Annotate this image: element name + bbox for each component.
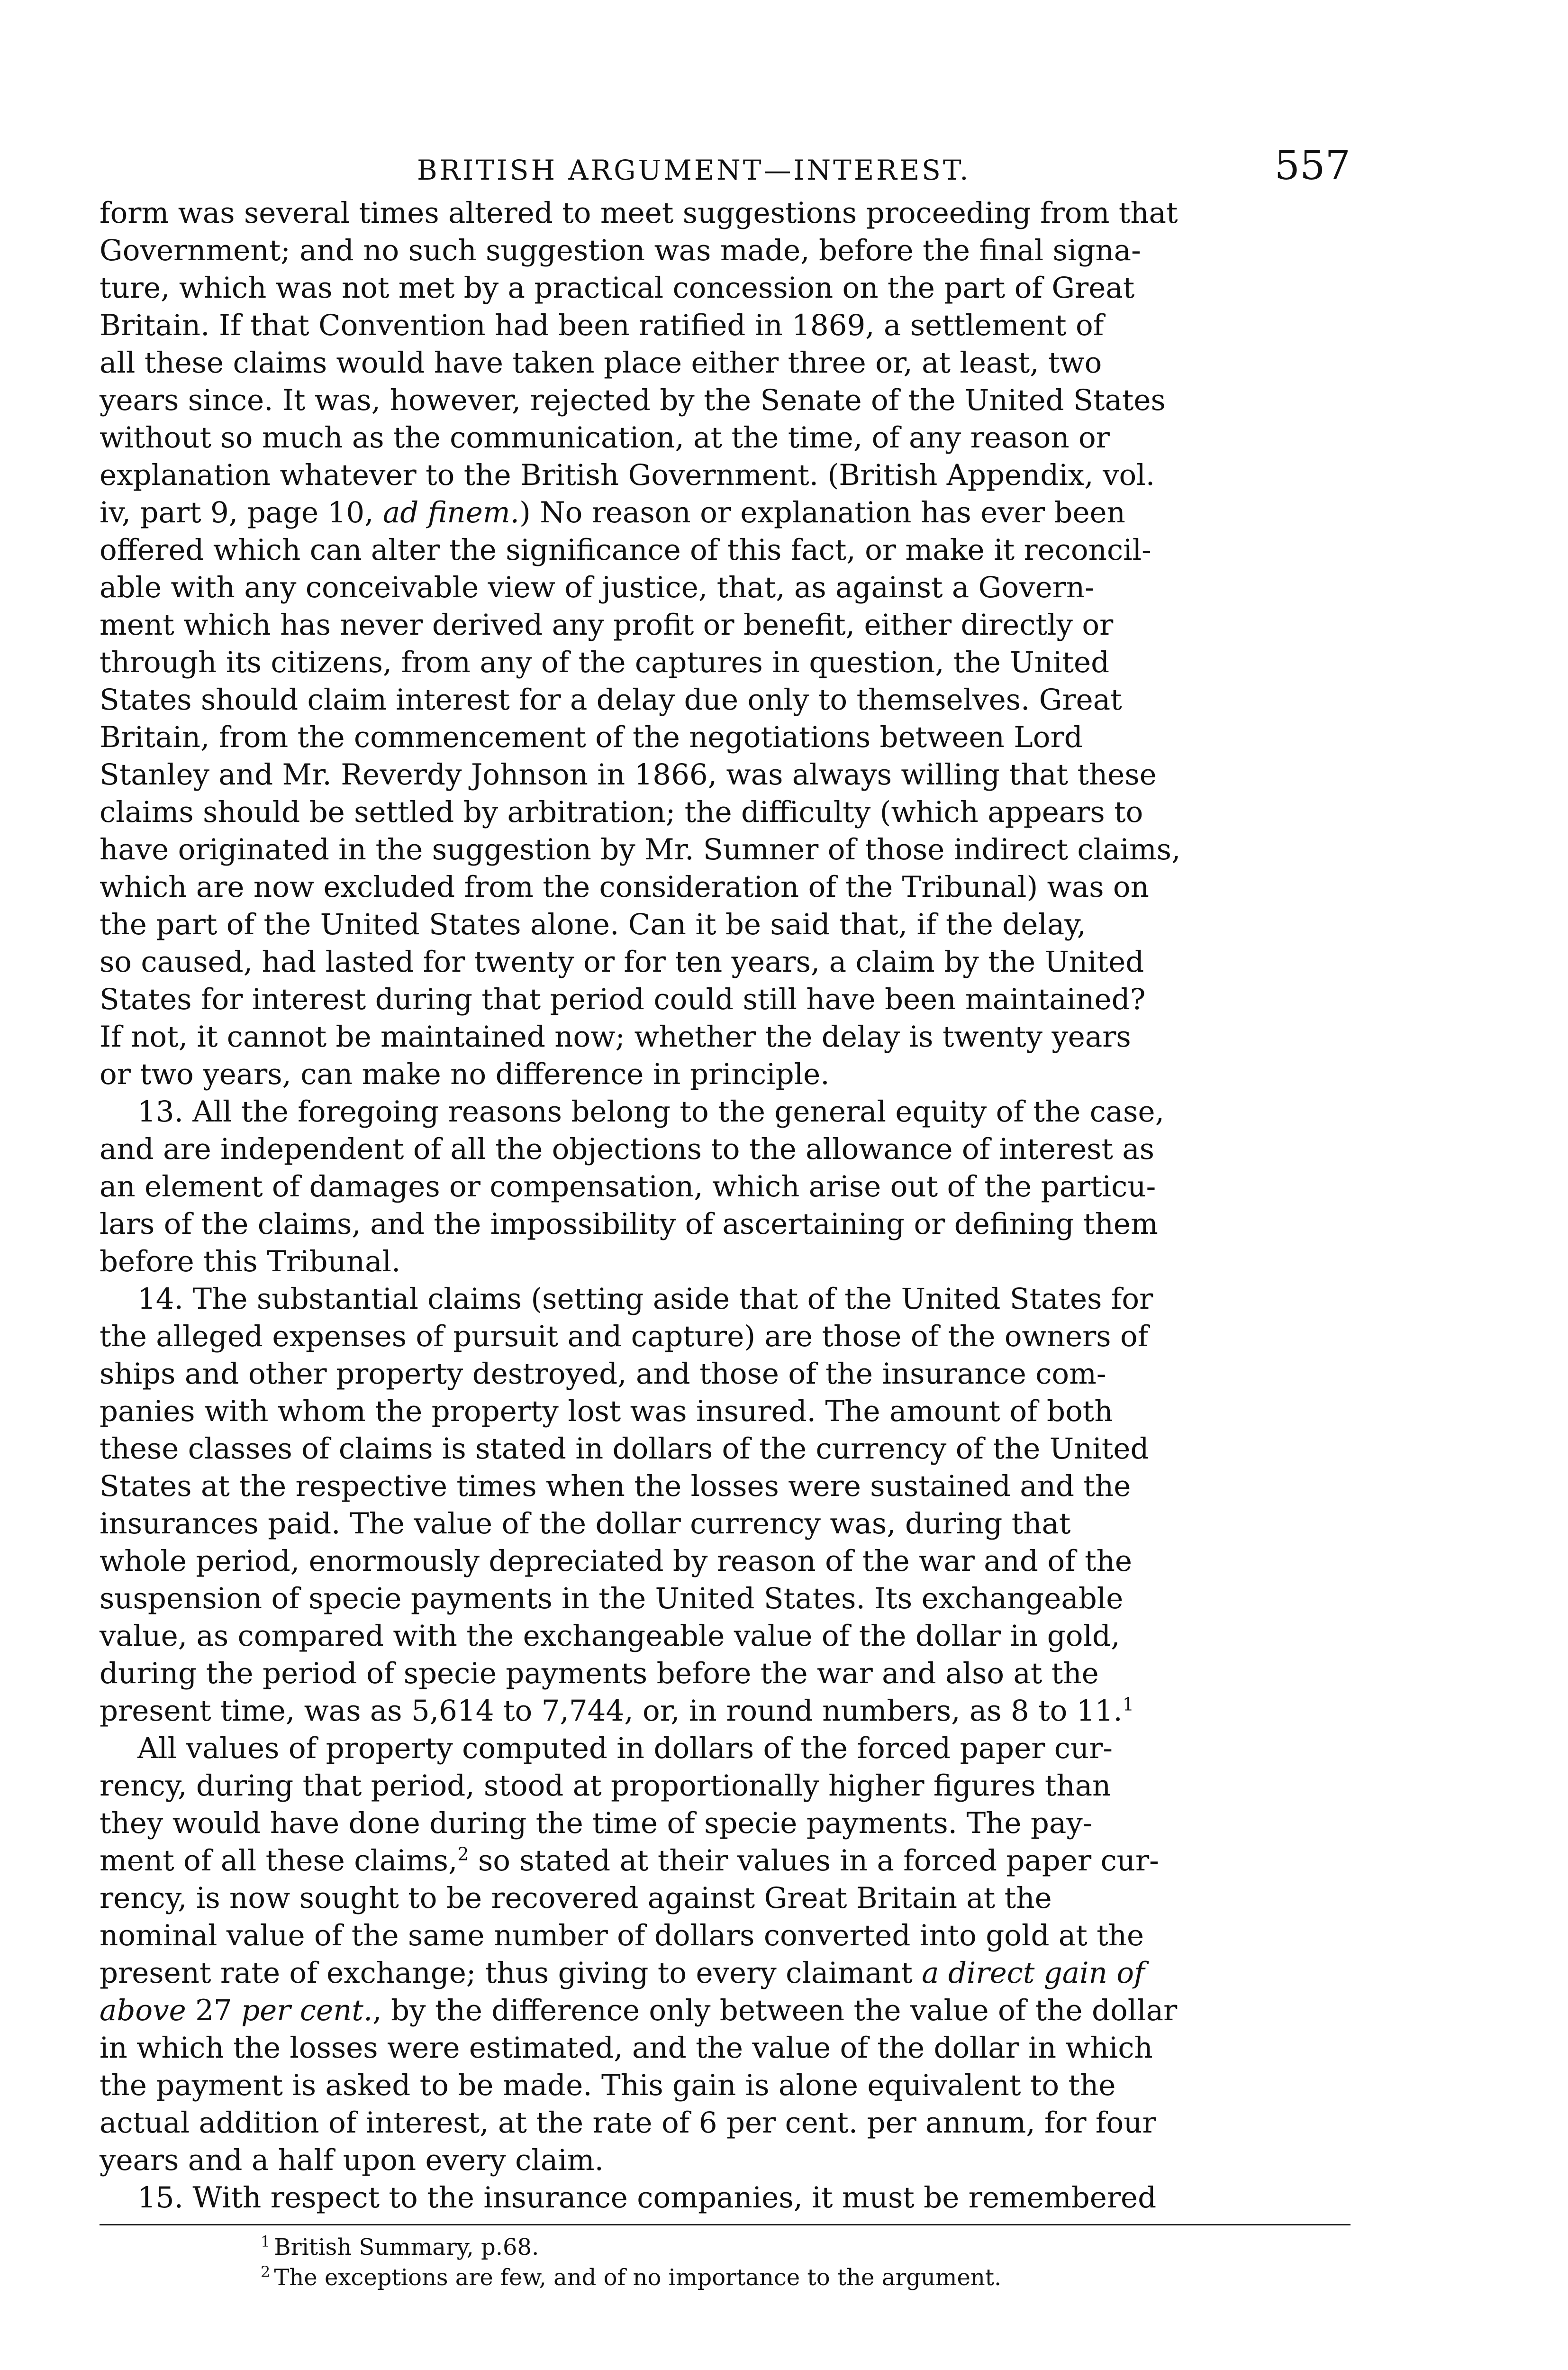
footnote-number: 2 xyxy=(261,2263,271,2281)
paragraph-text: so stated at their values in a forced paper cur- rency, is now sought to be recovered against Great Britain at the nominal value of the same number of dollars converted into gold at the present rate of exchange; thus giving to every claimant xyxy=(100,1844,1159,1990)
paragraph-continuation xyxy=(100,194,1350,1093)
paragraph-text: 27 xyxy=(186,1994,242,2027)
footnote-number: 1 xyxy=(261,2233,271,2251)
footnote-2 xyxy=(100,2262,1350,2293)
paragraph-text: All values of property computed in dollars of the forced paper cur- rency, during that period, stood at proportionally higher figures than they would have done during the time of specie payments. The pay- ment of all these claims, xyxy=(100,1732,1113,1878)
paragraph-text: , by the difference only between the value of the dollar in which the losses were estimated, and the value of the dollar in which the payment is asked to be made. This gain is alone equivalent to the actual addition of interest, at the rate of 6 per cent. per annum, for four years and a half upon every claim. xyxy=(100,1994,1178,2177)
footnote-ref-1: 1 xyxy=(1122,1694,1134,1715)
italic-phrase: per cent. xyxy=(241,1994,373,2027)
page-header xyxy=(100,142,1350,194)
paragraph-text: form was several times altered to meet suggestions proceeding from that Government; and no such suggestion was made, before the final signa- ture, which was not met by a practical concession on the part of Great Britain. If that Convention had been ratified in 1869, a settlement of all these claims would have taken place either three or, at least, two years since. It was, however, rejected by the Senate of the United States without so much as the communication, at the time, of any reason or explanation whatever to the British Government. (British Appendix, vol. iv, part 9, page 10, xyxy=(100,196,1178,529)
paragraph-text: 14. The substantial claims (setting aside that of the United States for the alleged expenses of pursuit and capture) are those of the owners of ships and other property destroyed, and those of the insurance com- panies with whom the property lost was insured. The amount of both these classes of claims is stated in dollars of the currency of the United States at the respective times when the losses were sustained and the insurances paid. The value of the dollar currency was, during that whole period, enormously depreciated by reason of the war and of the suspension of specie payments in the United States. Its exchangeable value, as compared with the exchangeable value of the dollar in gold, during the period of specie payments before the war and also at the present time, was as 5,614 to 7,744, or, in round numbers, as 8 to 11. xyxy=(100,1282,1153,1728)
footnote-1 xyxy=(100,2232,1350,2262)
page-number: 557 xyxy=(1274,142,1350,189)
paragraph-13: 13. All the foregoing reasons belong to the general equity of the case, and are independent of all the objections to the allowance of interest as an element of damages or compensation, which arise out of the particu- lars of the claims, and the impossibility of ascertaining or defining them before this Tribunal. xyxy=(100,1095,1164,1278)
footnote-divider xyxy=(100,2224,1350,2225)
italic-phrase: a direct gain of above xyxy=(100,1956,1145,2027)
paragraph-text: ) No reason or explanation has ever been offered which can alter the significance of this fact, or make it reconcil- able with any conceivable view of justice, that, as against a Govern- ment which has never derived any profit or benefit, either directly or through its citizens, from any of the captures in question, the United States should claim interest for a delay due only to themselves. Great Britain, from the commencement of the negotiations between Lord Stanley and Mr. Reverdy Johnson in 1866, was always willing that these claims should be settled by arbitration; the difficulty (which appears to have originated in the suggestion by Mr. Sumner of those indirect claims, which are now excluded from the consideration of the Tribunal) was on the part of the United States alone. Can it be said that, if the delay, so caused, had lasted for twenty or for ten years, a claim by the United States for interest during that period could still have been maintained? If not, it cannot be maintained now; whether the delay is twenty years or two years, can make no difference in principle. xyxy=(100,496,1181,1091)
paragraph-15: 15. With respect to the insurance companies, it must be remembered xyxy=(137,2181,1157,2215)
paragraph-values xyxy=(100,1730,1350,2179)
book-page xyxy=(100,142,1350,2293)
footnote-text: The exceptions are few, and of no importance to the argument. xyxy=(274,2264,1002,2291)
running-head: BRITISH ARGUMENT—INTEREST. xyxy=(417,154,971,186)
paragraph-14 xyxy=(100,1280,1350,1730)
footnote-ref-2: 2 xyxy=(457,1843,469,1865)
footnote-text: British Summary, p.68. xyxy=(274,2234,539,2261)
italic-phrase: ad finem. xyxy=(382,496,520,529)
